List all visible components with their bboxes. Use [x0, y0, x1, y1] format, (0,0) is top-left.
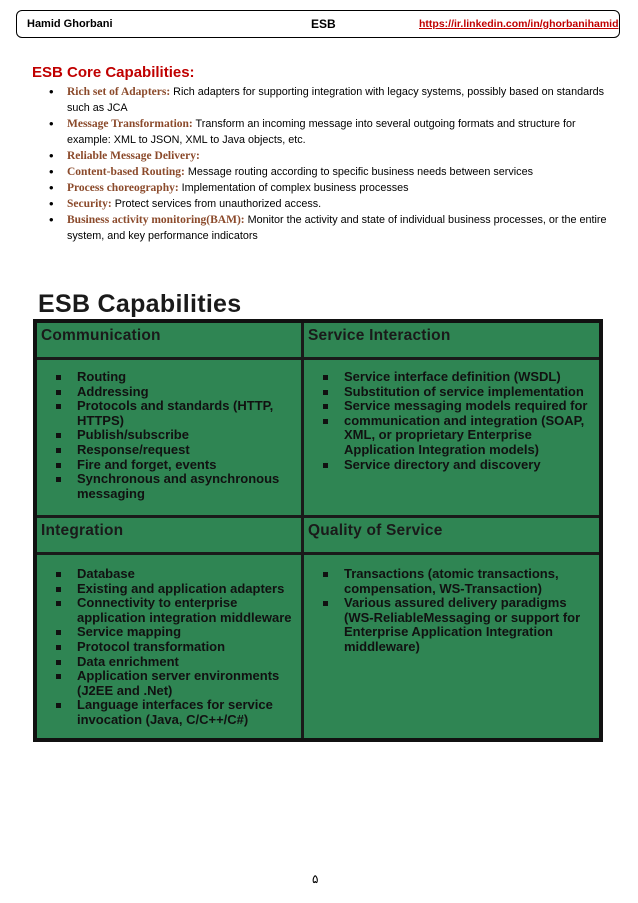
capability-text: Rich adapters for supporting integration with legacy systems, possibly based on standards such as JCA — [67, 86, 605, 114]
list-item: Application server environments (J2EE and .Net) — [37, 669, 301, 698]
capability-term: Rich set of Adapters: — [67, 86, 171, 98]
list-item: Existing and application adapters — [37, 582, 301, 597]
list-item: Addressing — [37, 385, 301, 400]
quality-of-service-heading: Quality of Service — [304, 518, 599, 555]
list-item — [38, 164, 610, 180]
capability-term: Reliable Message Delivery: — [67, 150, 200, 162]
list-item: Protocols and standards (HTTP, HTTPS) — [37, 399, 301, 428]
list-item: Publish/subscribe — [37, 428, 301, 443]
service-interaction-cell — [304, 323, 599, 515]
list-item: Response/request — [37, 443, 301, 458]
list-item — [38, 196, 610, 212]
header-title: ESB — [311, 17, 336, 31]
capability-term: Process choreography: — [67, 182, 179, 194]
capability-text: Implementation of complex business processes — [178, 182, 409, 194]
list-item: communication and integration (SOAP, XML, or proprietary Enterprise Application Integration models) — [304, 414, 599, 458]
list-item: Synchronous and asynchronous messaging — [37, 472, 301, 501]
capability-term: Business activity monitoring(BAM): — [67, 214, 245, 226]
service-interaction-list — [304, 370, 599, 472]
list-item — [38, 116, 610, 148]
list-item: Service mapping — [37, 625, 301, 640]
list-item: Various assured delivery paradigms (WS-ReliableMessaging or support for Enterprise Application Integration middleware) — [304, 596, 599, 654]
header-author: Hamid Ghorbani — [27, 18, 113, 30]
page-number: ۵ — [312, 872, 319, 886]
list-item: Database — [37, 567, 301, 582]
list-item: Language interfaces for service invocation (Java, C/C++/C#) — [37, 698, 301, 727]
integration-cell — [37, 518, 301, 738]
list-item — [38, 84, 610, 116]
capability-text: Protect services from unauthorized access. — [111, 198, 322, 210]
capability-text: Message routing according to specific business needs between services — [184, 166, 533, 178]
section-title: ESB Core Capabilities: — [32, 64, 195, 81]
capability-term: Security: — [67, 198, 112, 210]
integration-list — [37, 567, 301, 728]
list-item — [38, 180, 610, 196]
quality-of-service-list — [304, 567, 599, 655]
communication-cell — [37, 323, 301, 515]
esb-capabilities-figure — [33, 319, 603, 742]
list-item: Substitution of service implementation — [304, 385, 599, 400]
list-item: Connectivity to enterprise application integration middleware — [37, 596, 301, 625]
list-item — [38, 212, 610, 244]
quality-of-service-cell — [304, 518, 599, 738]
figure-title: ESB Capabilities — [38, 290, 242, 318]
service-interaction-heading: Service Interaction — [304, 323, 599, 360]
header-linkedin-link[interactable]: https://ir.linkedin.com/in/ghorbanihamid — [419, 18, 619, 30]
capabilities-list — [38, 84, 610, 244]
list-item: Transactions (atomic transactions, compensation, WS-Transaction) — [304, 567, 599, 596]
list-item: Service messaging models required for — [304, 399, 599, 414]
integration-heading: Integration — [37, 518, 301, 555]
capability-text: Monitor the activity and state of individual business processes, or the entire system, and key performance indicators — [67, 214, 607, 242]
capability-term: Message Transformation: — [67, 118, 193, 130]
list-item: Service interface definition (WSDL) — [304, 370, 599, 385]
communication-heading: Communication — [37, 323, 301, 360]
list-item: Fire and forget, events — [37, 458, 301, 473]
list-item — [38, 148, 610, 164]
capability-text: Transform an incoming message into several outgoing formats and structure for example: XML to JSON, XML to Java objects, etc. — [67, 118, 576, 146]
communication-list — [37, 370, 301, 501]
list-item: Data enrichment — [37, 655, 301, 670]
capability-term: Content-based Routing: — [67, 166, 185, 178]
list-item: Service directory and discovery — [304, 458, 599, 473]
list-item: Protocol transformation — [37, 640, 301, 655]
list-item: Routing — [37, 370, 301, 385]
page-header — [16, 10, 620, 38]
